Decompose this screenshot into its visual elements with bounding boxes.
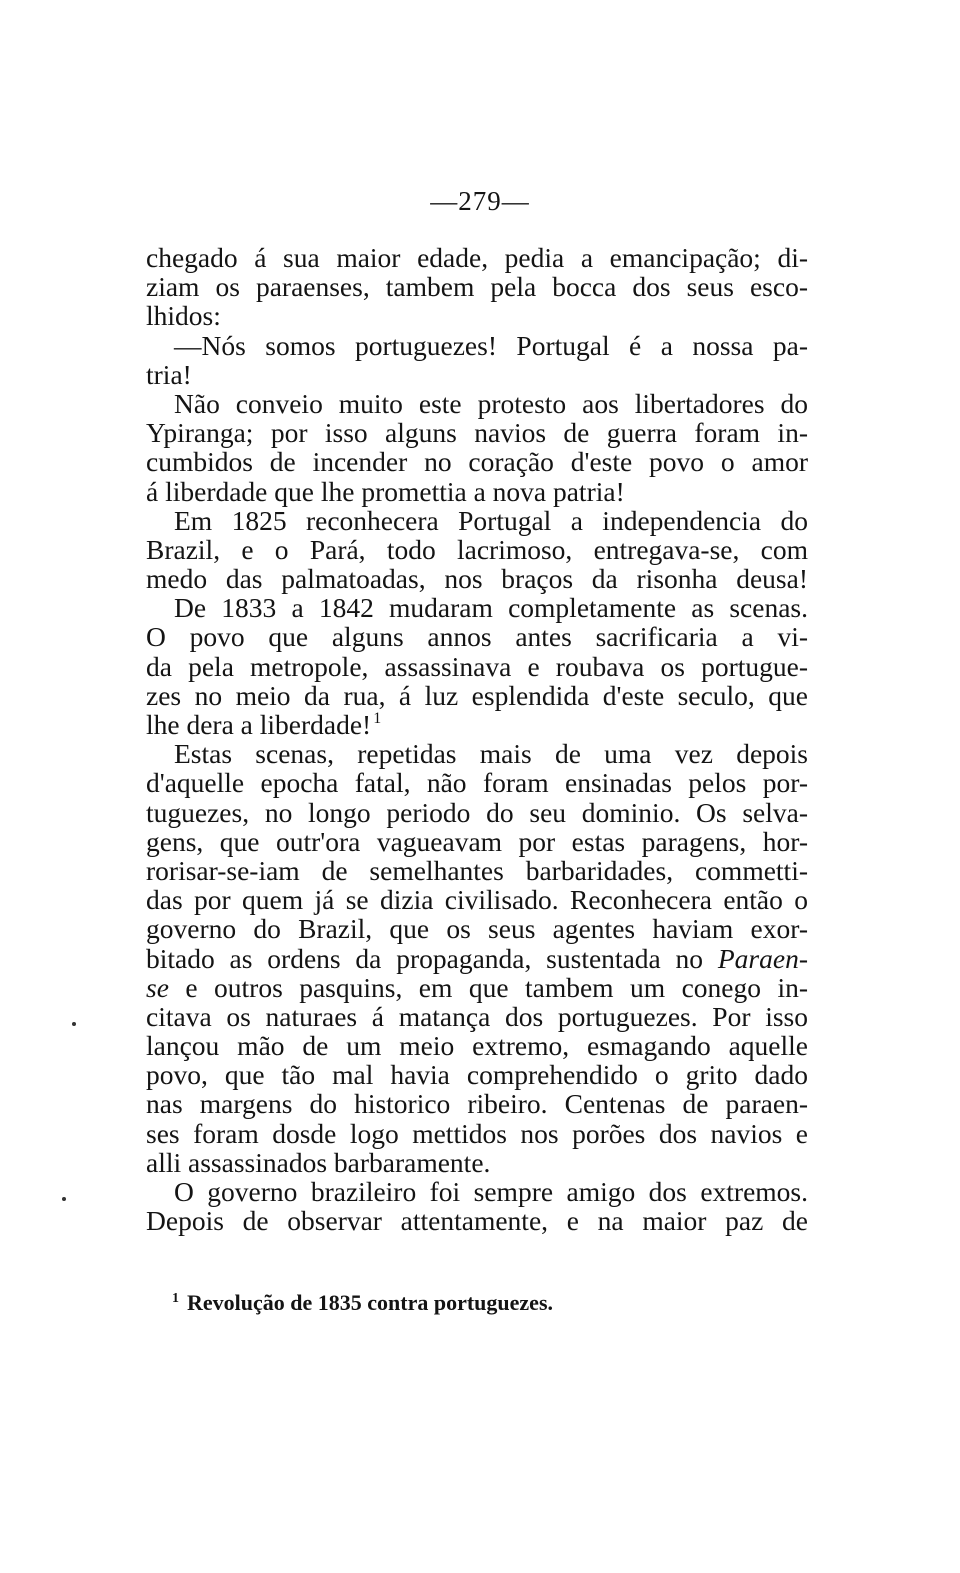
text-line: medo das palmatoadas, nos braços da risonha deusa!: [146, 563, 808, 595]
text-line: rorisar-se-iam de semelhantes barbaridades, commetti-: [146, 854, 808, 886]
text-line: —Nós somos portuguezes! Portugal é a nossa pa-: [174, 329, 808, 361]
text-line: alli assassinados barbaramente.: [146, 1146, 491, 1178]
text-line: Não conveio muito este protesto aos libertadores do: [174, 387, 808, 419]
print-speck: [72, 1022, 76, 1026]
text-line: O povo que alguns annos antes sacrificaria a vi-: [146, 621, 808, 653]
page-number: —279—: [430, 186, 530, 216]
footnote: [172, 1290, 553, 1316]
text-line: Depois de observar attentamente, e na maior paz de: [146, 1205, 808, 1237]
footnote-text: Revolução de 1835 contra portuguezes.: [187, 1290, 554, 1315]
text-line: d'aquelle epocha fatal, não foram ensinadas pelos por-: [146, 767, 808, 799]
text-line: á liberdade que lhe promettia a nova patria!: [146, 475, 625, 507]
text-line: cumbidos de incender no coração d'este povo o amor: [146, 446, 808, 478]
body-text: [146, 243, 808, 1235]
text-line: governo do Brazil, que os seus agentes haviam exor-: [146, 913, 808, 945]
text-line: Brazil, e o Pará, todo lacrimoso, entregava-se, com: [146, 533, 808, 565]
text-line: tuguezes, no longo periodo do seu dominio. Os selva-: [146, 796, 808, 828]
text-line: chegado á sua maior edade, pedia a emancipação; di-: [146, 242, 808, 273]
text-line: O governo brazileiro foi sempre amigo dos extremos.: [174, 1176, 808, 1207]
text-line: lhe dera a liberdade! $^1$: [146, 709, 382, 740]
text-line: citava os naturaes á matança dos portuguezes. Por isso: [146, 1000, 808, 1032]
text-line: ses foram dosde logo mettidos nos porões dos navios e: [146, 1117, 808, 1149]
text-line: lhidos:: [146, 300, 221, 332]
text-line: lançou mão de um meio extremo, esmagando aquelle: [146, 1030, 808, 1062]
text-line: De 1833 a 1842 mudaram completamente as scenas.: [174, 592, 808, 624]
text-line: zes no meio da rua, á luz esplendida d'este seculo, que: [146, 679, 808, 711]
footnote-reference: 1: [373, 710, 382, 727]
text-line: bitado as ordens da propaganda, sustentada no Paraen-: [146, 942, 808, 974]
text-line: Em 1825 reconhecera Portugal a independencia do: [174, 504, 808, 536]
text-line: da pela metropole, assassinava e roubava os portugue-: [146, 650, 808, 682]
text-line: das por quem já se dizia civilisado. Reconhecera então o: [146, 884, 808, 916]
text-line: tria!: [146, 358, 192, 390]
text-line: Estas scenas, repetidas mais de uma vez depois: [174, 738, 808, 770]
text-line: Ypiranga; por isso alguns navios de guerra foram in-: [146, 417, 808, 449]
italic-title: se: [146, 971, 169, 1003]
text-line: nas margens do historico ribeiro. Centenas de paraen-: [146, 1088, 808, 1120]
text-line: se e outros pasquins, em que tambem um conego in-: [146, 971, 808, 1003]
italic-title: Paraen-: [717, 942, 808, 974]
text-line: gens, que outr'ora vagueavam por estas paragens, hor-: [146, 825, 808, 857]
print-speck: [62, 1197, 66, 1201]
text-line: povo, que tão mal havia comprehendido o grito dado: [146, 1059, 808, 1091]
footnote-marker: 1: [172, 1291, 179, 1306]
text-line: ziam os paraenses, tambem pela bocca dos seus esco-: [146, 271, 808, 303]
